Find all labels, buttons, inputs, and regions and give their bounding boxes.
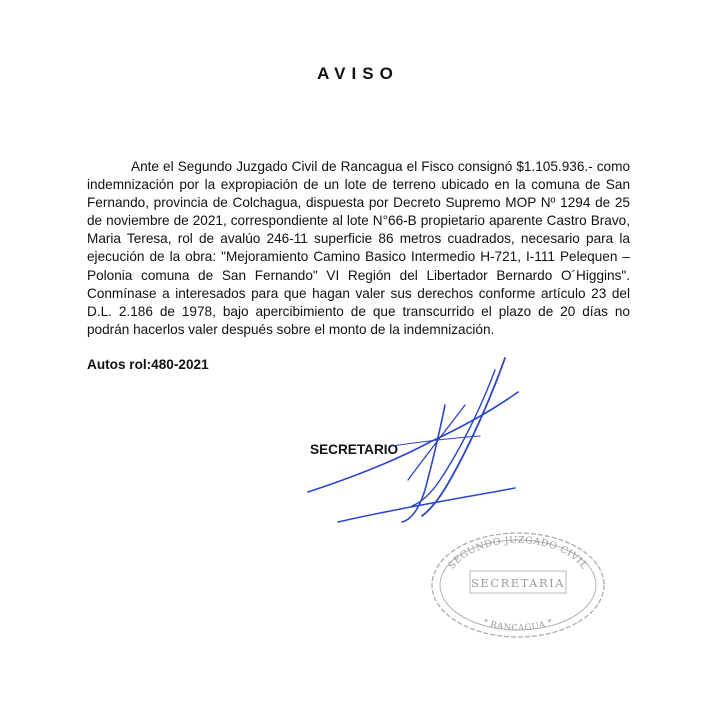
handwritten-signature — [290, 350, 530, 530]
stamp-text — [446, 535, 589, 633]
signer-title: SECRETARIO — [310, 442, 399, 457]
notice-body — [87, 158, 630, 339]
signature-strokes — [308, 358, 518, 522]
court-stamp — [428, 525, 608, 640]
stamp-bottom-text: * RANCAGUA * — [481, 617, 555, 634]
stamp-center-text: SECRETARIA — [471, 576, 565, 590]
case-reference: Autos rol:480-2021 — [87, 357, 209, 372]
notice-paragraph: Ante el Segundo Juzgado Civil de Rancagua el Fisco consignó $1.105.936.- como indemnización por la expropiación de un lote de terreno ubicado en la comuna de San Fernando, provincia de Colchagua, dispuesta por Decreto Supremo MOP Nº 1294 de 25 de noviembre de 2021, correspondiente al lote N°66-B propietario aparente Castro Bravo, Maria Teresa, rol de avalúo 246-11 superficie 86 metros cuadrados, necesario para la ejecución de la obra: "Mejoramiento Camino Basico Intermedio H-721, I-111 Pelequen – Polonia comuna de San Fernando" VI Región del Libertador Bernardo O´Higgins". Conmínase a interesados para que hagan valer sus derechos conforme artículo 23 del D.L. 2.186 de 1978, bajo apercibimiento de que transcurrido el plazo de 20 días no podrán hacerlos valer después sobre el monto de la indemnización. — [87, 159, 630, 337]
svg-text:* RANCAGUA * — [481, 617, 554, 633]
notice-title: AVISO — [317, 64, 399, 83]
svg-text:SEGUNDO JUZGADO CIVIL — [446, 535, 589, 572]
stamp-top-text: SEGUNDO JUZGADO CIVIL — [446, 534, 590, 572]
